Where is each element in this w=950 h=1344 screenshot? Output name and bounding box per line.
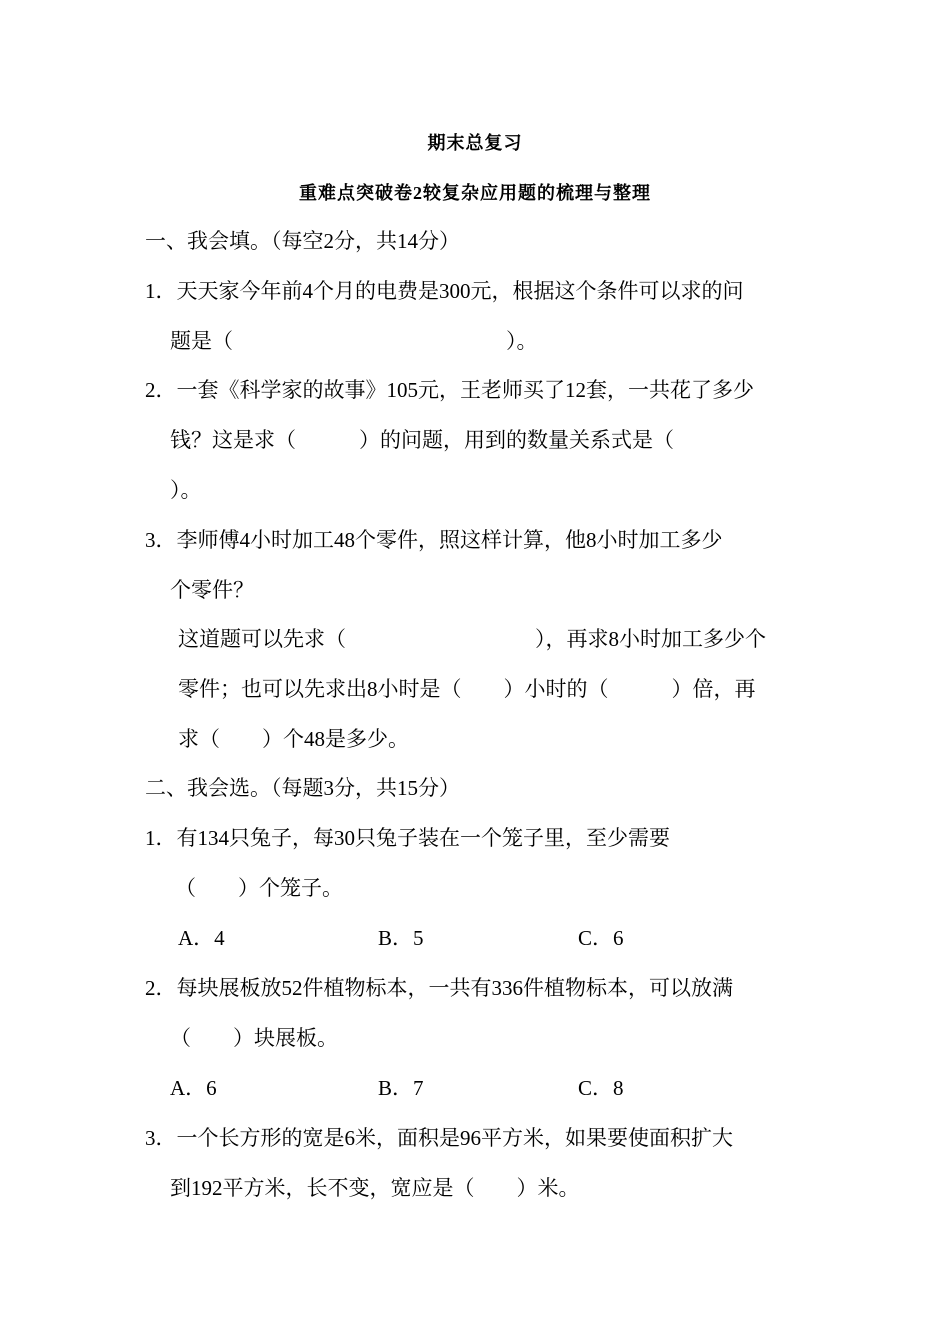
question-text: 1．有134只兔子，每30只兔子装在一个笼子里，至少需要 bbox=[145, 826, 670, 850]
question-text: 题是（ ）。 bbox=[170, 329, 538, 353]
question-text: 3．一个长方形的宽是6米，面积是96平方米，如果要使面积扩大 bbox=[145, 1126, 733, 1150]
option-c: C．8 bbox=[578, 1076, 624, 1100]
question-text: 求（ ）个48是多少。 bbox=[178, 727, 409, 751]
question-text: （ ）个笼子。 bbox=[175, 876, 343, 900]
question-text: 这道题可以先求（ ），再求8小时加工多少个 bbox=[178, 627, 766, 651]
option-c: C．6 bbox=[578, 926, 624, 950]
question-text: 零件；也可以先求出8小时是（ ）小时的（ ）倍，再 bbox=[178, 677, 756, 701]
question-text: 钱？这是求（ ）的问题，用到的数量关系式是（ bbox=[170, 428, 674, 452]
option-b: B．7 bbox=[378, 1076, 424, 1100]
question-text: 2．一套《科学家的故事》105元，王老师买了12套，一共花了多少 bbox=[145, 378, 754, 402]
page-title: 期末总复习 bbox=[427, 133, 523, 153]
question-text: 个零件？ bbox=[170, 578, 254, 602]
question-text: 3．李师傅4小时加工48个零件，照这样计算，他8小时加工多少 bbox=[145, 528, 723, 552]
question-text: 2．每块展板放52件植物标本，一共有336件植物标本，可以放满 bbox=[145, 976, 733, 1000]
option-a: A．6 bbox=[170, 1076, 217, 1100]
page-subtitle: 重难点突破卷2较复杂应用题的梳理与整理 bbox=[299, 183, 651, 203]
section2-heading: 二、我会选。（每题3分，共15分） bbox=[145, 776, 460, 800]
option-b: B．5 bbox=[378, 926, 424, 950]
question-text: （ ）块展板。 bbox=[170, 1026, 338, 1050]
question-text: ）。 bbox=[170, 478, 202, 502]
question-text: 1．天天家今年前4个月的电费是300元，根据这个条件可以求的问 bbox=[145, 279, 744, 303]
section1-heading: 一、我会填。（每空2分，共14分） bbox=[145, 229, 460, 253]
option-a: A．4 bbox=[178, 926, 225, 950]
question-text: 到192平方米，长不变，宽应是（ ）米。 bbox=[170, 1176, 580, 1200]
